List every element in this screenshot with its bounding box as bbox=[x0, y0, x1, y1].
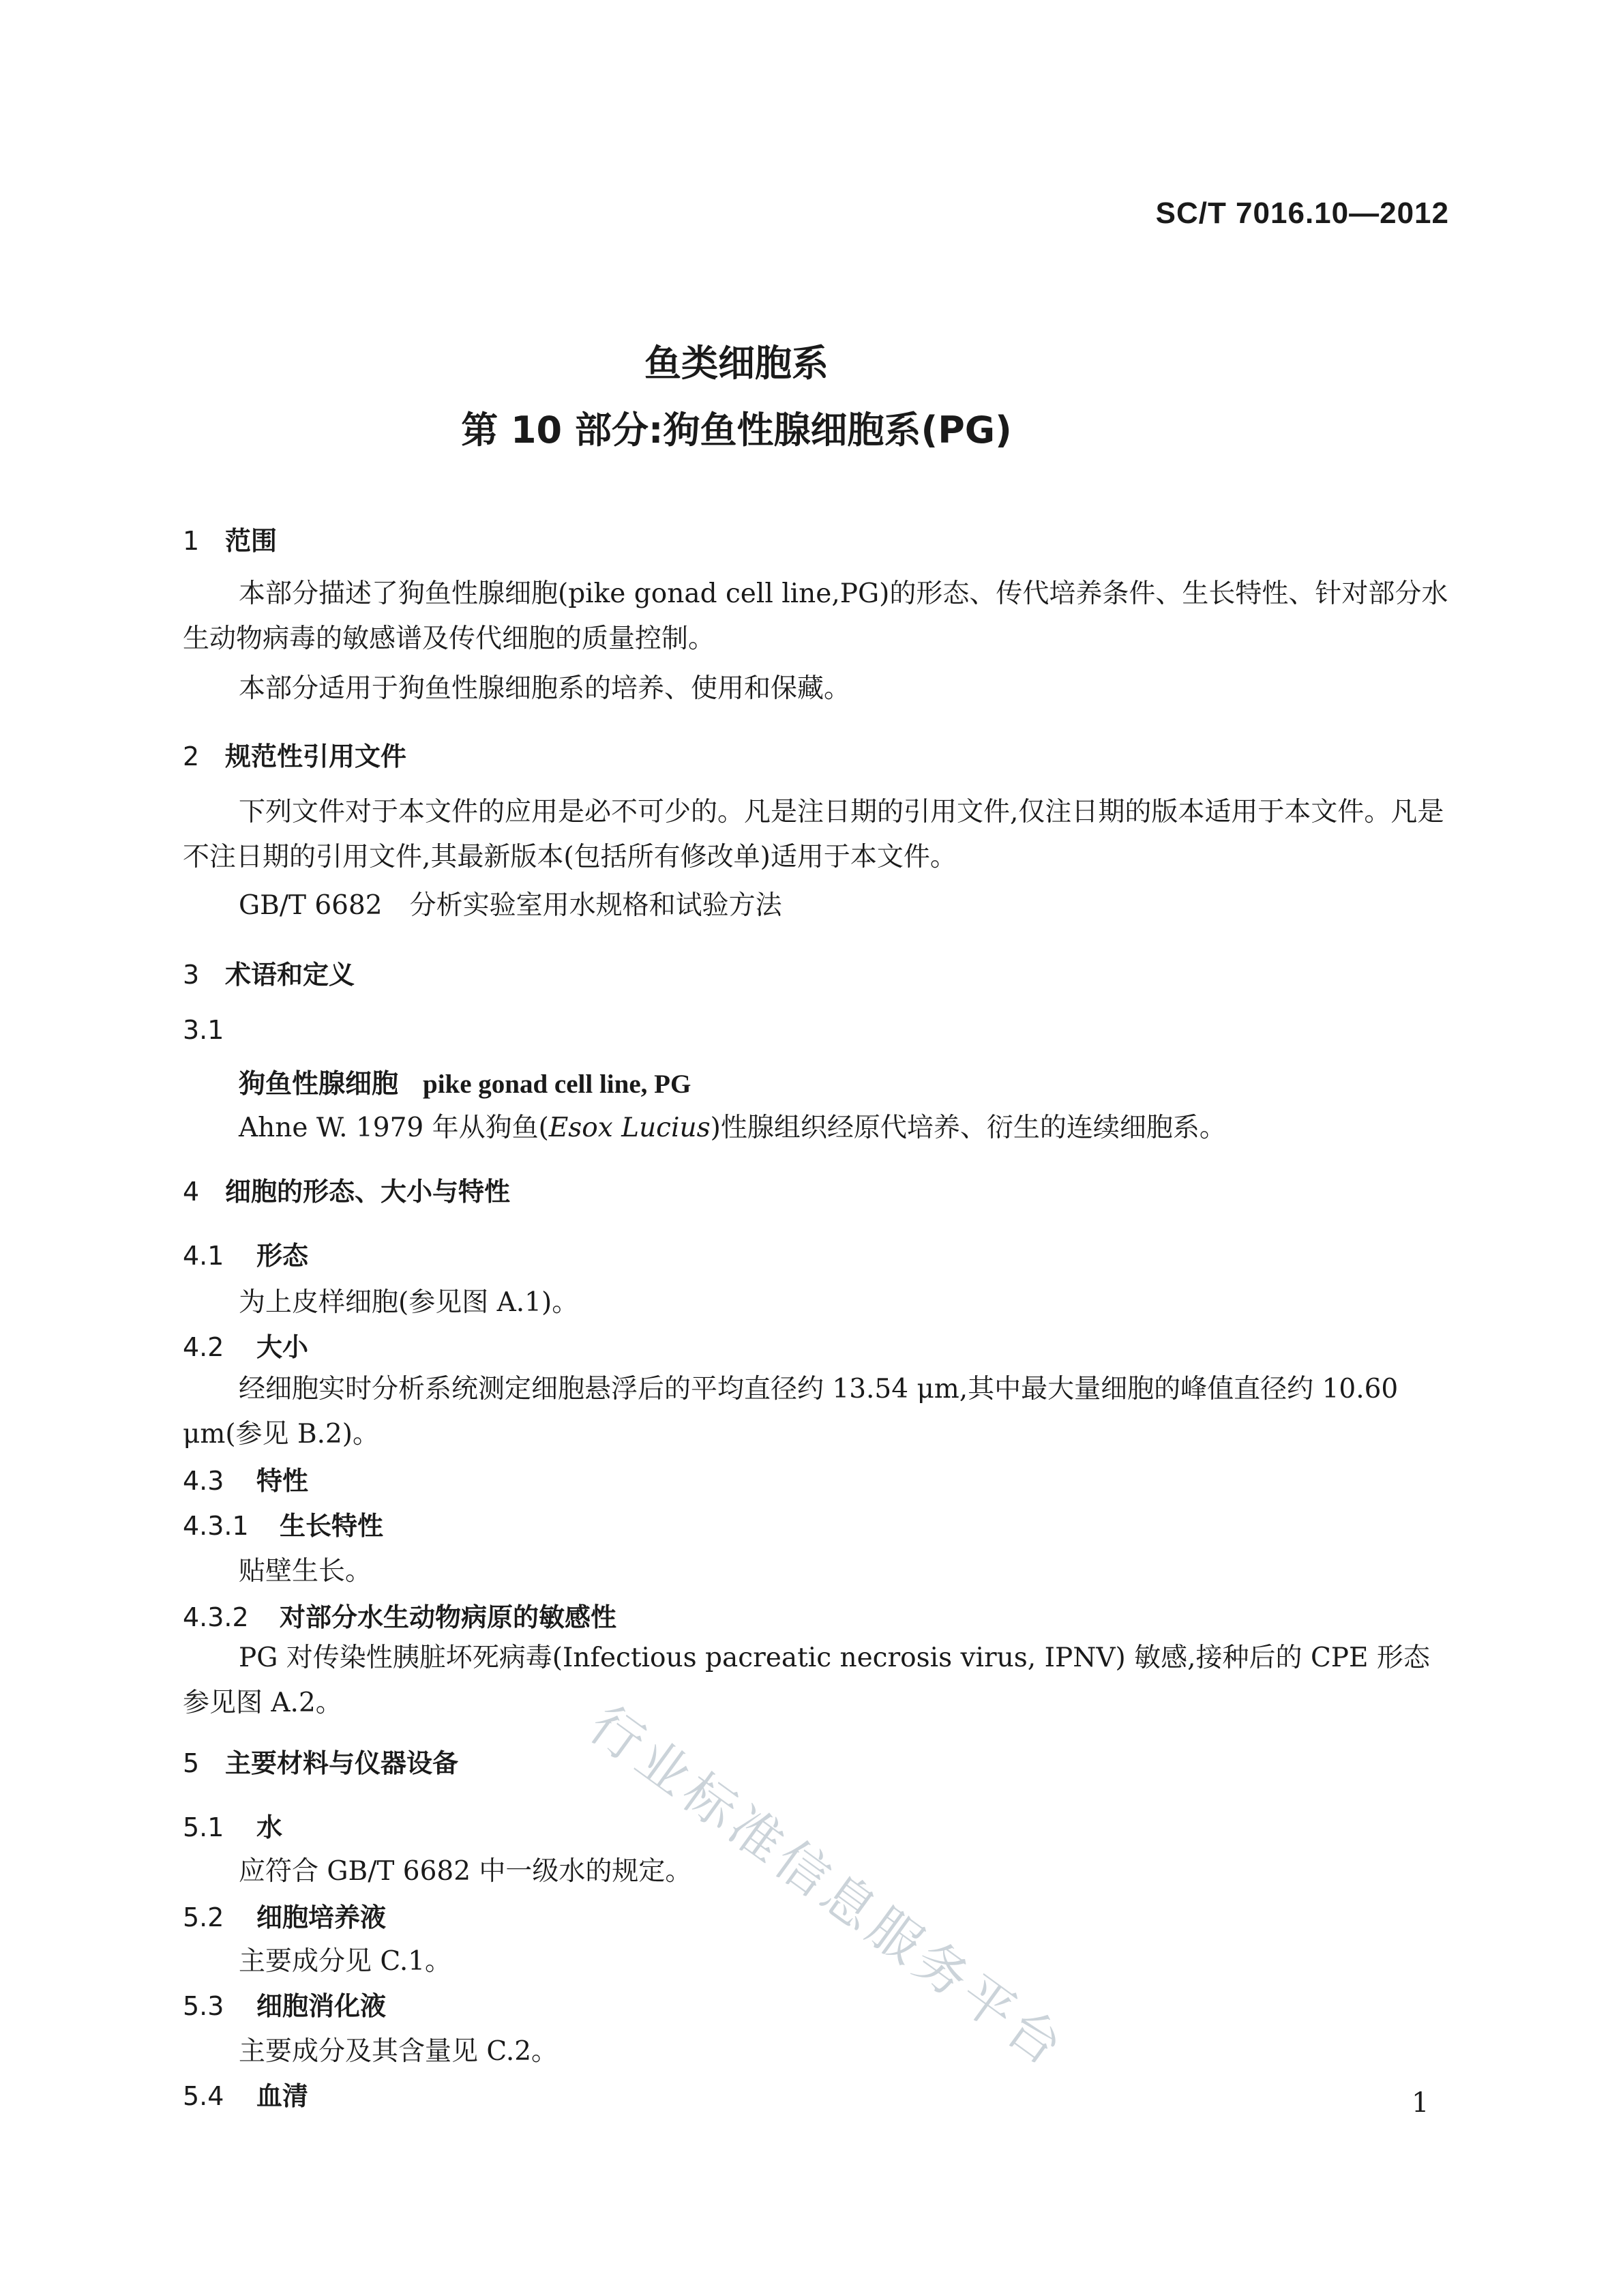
definition-text: Ahne W. 1979 年从狗鱼( bbox=[239, 1113, 549, 1143]
subsection-title: 特性 bbox=[256, 1466, 309, 1496]
section-title: 术语和定义 bbox=[225, 960, 355, 990]
section-title: 细胞的形态、大小与特性 bbox=[225, 1177, 511, 1207]
title-line-1: 鱼类细胞系 bbox=[644, 342, 829, 385]
subsection-number: 4.1 bbox=[183, 1241, 224, 1271]
subsection-4-3-1-text: 贴壁生长。 bbox=[239, 1556, 372, 1587]
subsection-5-1-heading bbox=[183, 1806, 282, 1844]
definition-text-end: )性腺组织经原代培养、衍生的连续细胞系。 bbox=[710, 1113, 1226, 1143]
subsection-5-1-text: 应符合 GB/T 6682 中一级水的规定。 bbox=[239, 1856, 692, 1887]
section-number: 4 bbox=[183, 1177, 200, 1207]
subsection-number: 4.3.2 bbox=[183, 1602, 249, 1632]
subsection-title: 水 bbox=[256, 1812, 283, 1842]
paragraph-text: 本部分描述了狗鱼性腺细胞(pike gonad cell line,PG)的形态、传代培养条件、生长特性、针对部分水生动物病毒的敏感谱及传代细胞的质量控制。 bbox=[183, 578, 1448, 654]
subsection-4-2-heading bbox=[183, 1326, 308, 1364]
subsection-title: 细胞培养液 bbox=[256, 1902, 387, 1932]
subsection-number: 4.3.1 bbox=[183, 1511, 249, 1541]
section-2-heading bbox=[183, 735, 406, 773]
reference-title: 分析实验室用水规格和试验方法 bbox=[409, 890, 782, 921]
subsection-5-2-text: 主要成分见 C.1。 bbox=[239, 1946, 452, 1977]
term-chinese: 狗鱼性腺细胞 bbox=[239, 1069, 399, 1100]
subsection-3-1-number bbox=[183, 1015, 256, 1045]
paragraph-text: PG 对传染性胰脏坏死病毒(Infectious pacreatic necrosis virus, IPNV) 敏感,接种后的 CPE 形态参见图 A.2。 bbox=[183, 1643, 1430, 1718]
reference-code: GB/T 6682 bbox=[239, 890, 383, 921]
paragraph-text: 经细胞实时分析系统测定细胞悬浮后的平均直径约 13.54 μm,其中最大量细胞的峰值直径约 10.60 μm(参见 B.2)。 bbox=[183, 1374, 1399, 1449]
subsection-number: 5.3 bbox=[183, 1991, 224, 2021]
subsection-title: 血清 bbox=[256, 2081, 309, 2111]
section-2-paragraph-1 bbox=[183, 790, 1451, 880]
section-1-heading bbox=[183, 520, 277, 557]
section-title: 规范性引用文件 bbox=[225, 741, 407, 771]
subsection-number: 4.3 bbox=[183, 1466, 224, 1496]
term-english: pike gonad cell line, PG bbox=[423, 1070, 691, 1099]
section-number: 5 bbox=[183, 1748, 200, 1778]
term-entry bbox=[239, 1063, 691, 1101]
subsection-number: 5.1 bbox=[183, 1812, 224, 1842]
section-3-heading bbox=[183, 954, 355, 991]
page-number: 1 bbox=[1412, 2087, 1429, 2119]
subsection-number: 3.1 bbox=[183, 1015, 224, 1045]
section-number: 2 bbox=[183, 741, 200, 771]
subsection-number: 4.2 bbox=[183, 1332, 224, 1362]
subsection-5-4-heading bbox=[183, 2075, 308, 2113]
subsection-5-3-heading bbox=[183, 1985, 386, 2022]
subsection-title: 大小 bbox=[256, 1332, 309, 1362]
section-number: 1 bbox=[183, 526, 200, 556]
subsection-title: 细胞消化液 bbox=[256, 1991, 387, 2021]
subsection-number: 5.4 bbox=[183, 2081, 224, 2111]
term-definition bbox=[239, 1106, 1226, 1145]
subsection-4-2-text bbox=[183, 1367, 1451, 1457]
subsection-4-3-2-text bbox=[183, 1636, 1451, 1726]
document-number: SC/T 7016.10—2012 bbox=[1155, 196, 1449, 230]
section-5-heading bbox=[183, 1742, 458, 1780]
title-line-2: 第 10 部分:狗鱼性腺细胞系(PG) bbox=[461, 409, 1012, 452]
section-title: 范围 bbox=[225, 526, 278, 556]
section-title: 主要材料与仪器设备 bbox=[225, 1748, 459, 1778]
section-number: 3 bbox=[183, 960, 200, 990]
normative-reference bbox=[239, 884, 782, 922]
subsection-5-2-heading bbox=[183, 1896, 386, 1934]
subsection-4-1-text: 为上皮样细胞(参见图 A.1)。 bbox=[239, 1287, 579, 1318]
subsection-4-1-heading bbox=[183, 1235, 308, 1272]
section-1-paragraph-1 bbox=[183, 572, 1451, 662]
species-name: Esox Lucius bbox=[548, 1113, 711, 1143]
paragraph-text: 下列文件对于本文件的应用是必不可少的。凡是注日期的引用文件,仅注日期的版本适用于本文件。凡是不注日期的引用文件,其最新版本(包括所有修改单)适用于本文件。 bbox=[183, 797, 1444, 872]
subsection-4-3-heading bbox=[183, 1460, 308, 1497]
subsection-4-3-2-heading bbox=[183, 1596, 616, 1634]
subsection-4-3-1-heading bbox=[183, 1505, 383, 1542]
section-1-paragraph-2: 本部分适用于狗鱼性腺细胞系的培养、使用和保藏。 bbox=[239, 673, 851, 704]
watermark: 行业标准信息服务平台 bbox=[578, 1693, 1078, 2080]
subsection-number: 5.2 bbox=[183, 1902, 224, 1932]
subsection-title: 生长特性 bbox=[280, 1511, 384, 1541]
subsection-title: 对部分水生动物病原的敏感性 bbox=[280, 1602, 617, 1632]
section-4-heading bbox=[183, 1171, 510, 1208]
subsection-5-3-text: 主要成分及其含量见 C.2。 bbox=[239, 2036, 559, 2067]
subsection-title: 形态 bbox=[256, 1241, 309, 1271]
